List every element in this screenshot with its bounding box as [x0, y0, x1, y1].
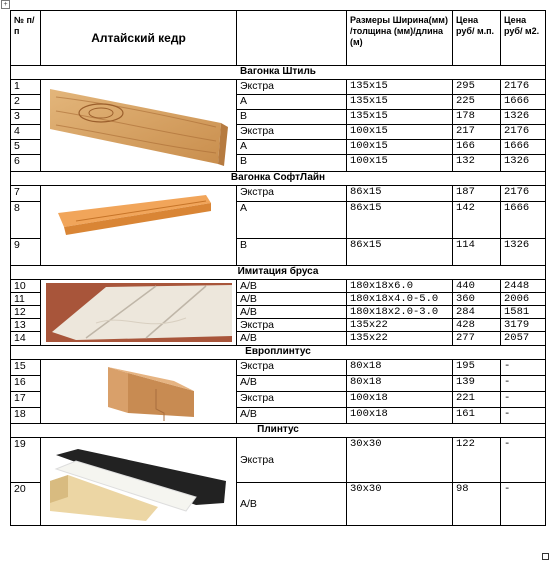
grade-cell: Экстра	[237, 392, 347, 408]
row-number: 19	[11, 438, 41, 483]
table-move-handle-icon[interactable]: +	[1, 0, 10, 9]
timber-imitation-image	[41, 280, 237, 346]
section-header-row	[11, 424, 546, 438]
price-per-meter-cell: 114	[453, 239, 501, 266]
grade-cell: Экстра	[237, 186, 347, 202]
header-row	[11, 11, 546, 66]
price-per-m2-cell: 1666	[501, 140, 546, 155]
price-per-meter-cell: 360	[453, 293, 501, 306]
grade-cell: А	[237, 202, 347, 239]
header-sizes: Размеры Ширина(мм) /толщина (мм)/длина (м)	[347, 11, 453, 66]
grade-cell: Экстра	[237, 125, 347, 140]
size-cell: 30х30	[347, 483, 453, 526]
table-row	[11, 280, 546, 293]
price-per-m2-cell: 1326	[501, 239, 546, 266]
grade-cell: Экстра	[237, 438, 347, 483]
price-per-meter-cell: 221	[453, 392, 501, 408]
row-number: 20	[11, 483, 41, 526]
section-header-row	[11, 172, 546, 186]
row-number: 2	[11, 95, 41, 110]
row-number: 13	[11, 319, 41, 332]
price-per-m2-cell: 1666	[501, 95, 546, 110]
price-per-m2-cell: 2176	[501, 125, 546, 140]
grade-cell: Экстра	[237, 319, 347, 332]
size-cell: 135х15	[347, 110, 453, 125]
row-number: 12	[11, 306, 41, 319]
table-row	[11, 360, 546, 376]
table-row	[11, 186, 546, 202]
row-number: 15	[11, 360, 41, 376]
row-number: 16	[11, 376, 41, 392]
table-resize-handle-icon[interactable]	[542, 553, 549, 560]
euro-plinth-image	[41, 360, 237, 424]
row-number: 17	[11, 392, 41, 408]
price-per-meter-cell: 166	[453, 140, 501, 155]
price-per-meter-cell: 217	[453, 125, 501, 140]
size-cell: 100х15	[347, 140, 453, 155]
grade-cell: А/В	[237, 376, 347, 392]
header-price-m: Цена руб/ м.п.	[453, 11, 501, 66]
size-cell: 100х15	[347, 155, 453, 172]
size-cell: 100х18	[347, 392, 453, 408]
price-per-m2-cell: 2176	[501, 186, 546, 202]
price-per-m2-cell: -	[501, 408, 546, 424]
size-cell: 86х15	[347, 202, 453, 239]
section-title: Европлинтус	[11, 346, 546, 360]
price-per-meter-cell: 428	[453, 319, 501, 332]
section-title: Плинтус	[11, 424, 546, 438]
price-per-m2-cell: 1326	[501, 110, 546, 125]
size-cell: 100х18	[347, 408, 453, 424]
price-per-m2-cell: 1666	[501, 202, 546, 239]
price-per-meter-cell: 132	[453, 155, 501, 172]
price-per-meter-cell: 142	[453, 202, 501, 239]
price-per-meter-cell: 98	[453, 483, 501, 526]
size-cell: 135х22	[347, 319, 453, 332]
section-header-row	[11, 266, 546, 280]
grade-cell: А/В	[237, 293, 347, 306]
row-number: 5	[11, 140, 41, 155]
row-number: 6	[11, 155, 41, 172]
header-num: № п/п	[11, 11, 41, 66]
price-per-m2-cell: 2057	[501, 332, 546, 346]
price-per-meter-cell: 178	[453, 110, 501, 125]
size-cell: 180х18х2.0-3.0	[347, 306, 453, 319]
price-per-meter-cell: 187	[453, 186, 501, 202]
grade-cell: В	[237, 239, 347, 266]
row-number: 10	[11, 280, 41, 293]
price-per-m2-cell: 1326	[501, 155, 546, 172]
row-number: 8	[11, 202, 41, 239]
grade-cell: А	[237, 140, 347, 155]
softline-board-image	[41, 186, 237, 266]
pine-lining-board-image	[41, 80, 237, 172]
price-per-meter-cell: 122	[453, 438, 501, 483]
row-number: 9	[11, 239, 41, 266]
grade-cell: А/В	[237, 483, 347, 526]
section-title: Вагонка Штиль	[11, 66, 546, 80]
price-per-m2-cell: -	[501, 360, 546, 376]
price-per-meter-cell: 161	[453, 408, 501, 424]
size-cell: 80х18	[347, 360, 453, 376]
price-per-meter-cell: 277	[453, 332, 501, 346]
size-cell: 135х15	[347, 95, 453, 110]
table-row	[11, 80, 546, 95]
size-cell: 100х15	[347, 125, 453, 140]
section-title: Вагонка СофтЛайн	[11, 172, 546, 186]
grade-cell: А/В	[237, 306, 347, 319]
price-per-m2-cell: -	[501, 392, 546, 408]
header-price-m2: Цена руб/ м2.	[501, 11, 546, 66]
size-cell: 86х15	[347, 186, 453, 202]
section-header-row	[11, 346, 546, 360]
row-number: 1	[11, 80, 41, 95]
size-cell: 135х22	[347, 332, 453, 346]
price-per-m2-cell: 2176	[501, 80, 546, 95]
grade-cell: В	[237, 155, 347, 172]
row-number: 14	[11, 332, 41, 346]
section-header-row	[11, 66, 546, 80]
price-per-m2-cell: 1581	[501, 306, 546, 319]
row-number: 7	[11, 186, 41, 202]
price-per-m2-cell: 2006	[501, 293, 546, 306]
price-per-m2-cell: -	[501, 483, 546, 526]
row-number: 11	[11, 293, 41, 306]
size-cell: 30х30	[347, 438, 453, 483]
header-spacer	[237, 11, 347, 66]
size-cell: 135х15	[347, 80, 453, 95]
grade-cell: А	[237, 95, 347, 110]
price-per-m2-cell: 2448	[501, 280, 546, 293]
price-per-meter-cell: 440	[453, 280, 501, 293]
grade-cell: Экстра	[237, 80, 347, 95]
price-per-meter-cell: 225	[453, 95, 501, 110]
price-per-m2-cell: -	[501, 438, 546, 483]
grade-cell: А/В	[237, 280, 347, 293]
price-table	[10, 10, 546, 526]
size-cell: 180х18х6.0	[347, 280, 453, 293]
section-title: Имитация бруса	[11, 266, 546, 280]
header-title: Алтайский кедр	[41, 11, 237, 66]
grade-cell: В	[237, 110, 347, 125]
price-per-meter-cell: 284	[453, 306, 501, 319]
price-per-meter-cell: 139	[453, 376, 501, 392]
plinth-samples-image	[41, 438, 237, 526]
row-number: 18	[11, 408, 41, 424]
size-cell: 180х18х4.0-5.0	[347, 293, 453, 306]
table-row	[11, 438, 546, 483]
grade-cell: Экстра	[237, 360, 347, 376]
row-number: 3	[11, 110, 41, 125]
size-cell: 86х15	[347, 239, 453, 266]
price-per-m2-cell: -	[501, 376, 546, 392]
price-per-meter-cell: 195	[453, 360, 501, 376]
price-per-m2-cell: 3179	[501, 319, 546, 332]
grade-cell: А/В	[237, 408, 347, 424]
row-number: 4	[11, 125, 41, 140]
grade-cell: А/В	[237, 332, 347, 346]
size-cell: 80х18	[347, 376, 453, 392]
price-per-meter-cell: 295	[453, 80, 501, 95]
